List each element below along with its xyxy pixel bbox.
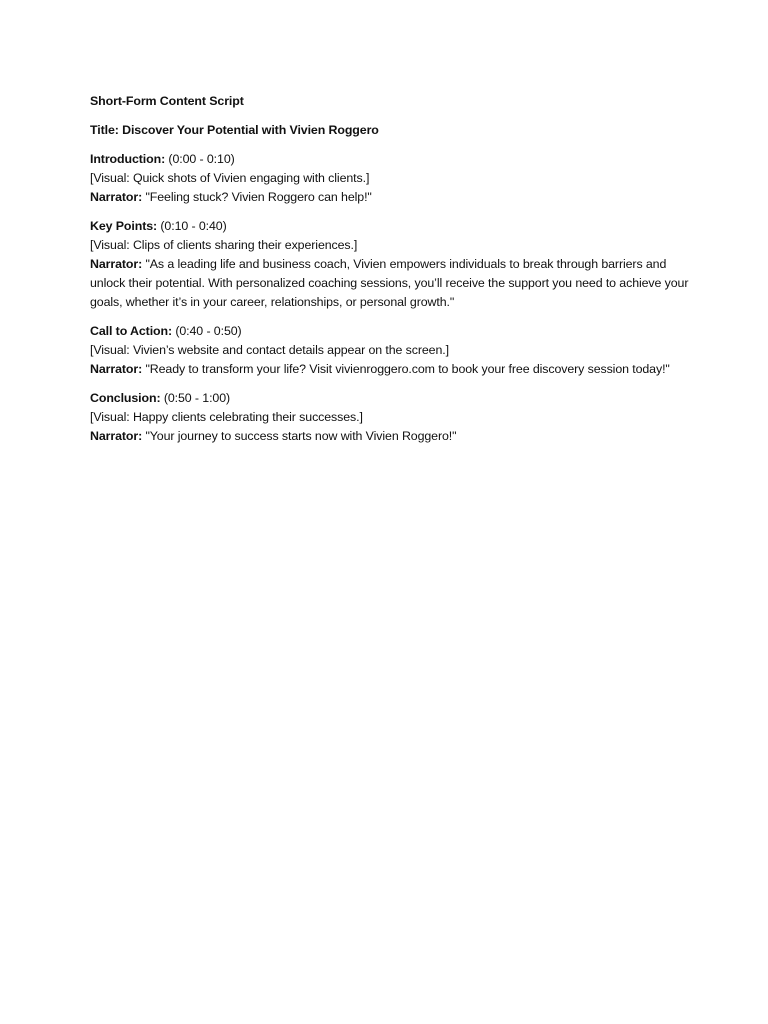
- narrator-text: "Feeling stuck? Vivien Roggero can help!": [142, 190, 372, 204]
- section-header: [90, 150, 690, 169]
- section-time: (0:40 - 0:50): [172, 324, 242, 338]
- narrator-text: "As a leading life and business coach, Vivien empowers individuals to break through barriers and unlock their potential. With personalized coaching sessions, you’ll receive the support you need to achieve your goals, whether it’s in your career, relationships, or personal growth.": [90, 257, 689, 309]
- section-visual: [Visual: Vivien’s website and contact details appear on the screen.]: [90, 343, 449, 357]
- section-conclusion: [90, 389, 690, 446]
- section-label: Call to Action:: [90, 324, 173, 338]
- narrator-label: Narrator:: [90, 190, 143, 204]
- narrator-text: "Ready to transform your life? Visit vivienroggero.com to book your free discovery session today!": [142, 362, 670, 376]
- section-call-to-action: [90, 322, 690, 379]
- section-time: (0:10 - 0:40): [157, 219, 227, 233]
- narrator-text: "Your journey to success starts now with Vivien Roggero!": [142, 429, 457, 443]
- section-label: Conclusion:: [90, 391, 161, 405]
- narrator-label: Narrator:: [90, 257, 143, 271]
- document-title: [90, 121, 690, 140]
- title-text: Title: Discover Your Potential with Vivien Roggero: [90, 123, 379, 137]
- heading-text: Short-Form Content Script: [90, 94, 244, 108]
- section-introduction: [90, 150, 690, 207]
- section-header: [90, 389, 690, 408]
- section-narration: [90, 255, 690, 312]
- section-header: [90, 217, 690, 236]
- section-label: Key Points:: [90, 219, 158, 233]
- section-label: Introduction:: [90, 152, 166, 166]
- document-heading: [90, 92, 690, 111]
- document-content: [90, 92, 690, 456]
- narrator-label: Narrator:: [90, 429, 143, 443]
- section-narration: [90, 188, 690, 207]
- section-narration: [90, 427, 690, 446]
- section-narration: [90, 360, 690, 379]
- section-time: (0:50 - 1:00): [160, 391, 231, 405]
- section-visual: [Visual: Quick shots of Vivien engaging with clients.]: [90, 171, 370, 185]
- section-time: (0:00 - 0:10): [165, 152, 235, 166]
- narrator-label: Narrator:: [90, 362, 143, 376]
- section-visual: [Visual: Happy clients celebrating their successes.]: [90, 410, 363, 424]
- section-key-points: [90, 217, 690, 312]
- section-header: [90, 322, 690, 341]
- section-visual: [Visual: Clips of clients sharing their experiences.]: [90, 238, 358, 252]
